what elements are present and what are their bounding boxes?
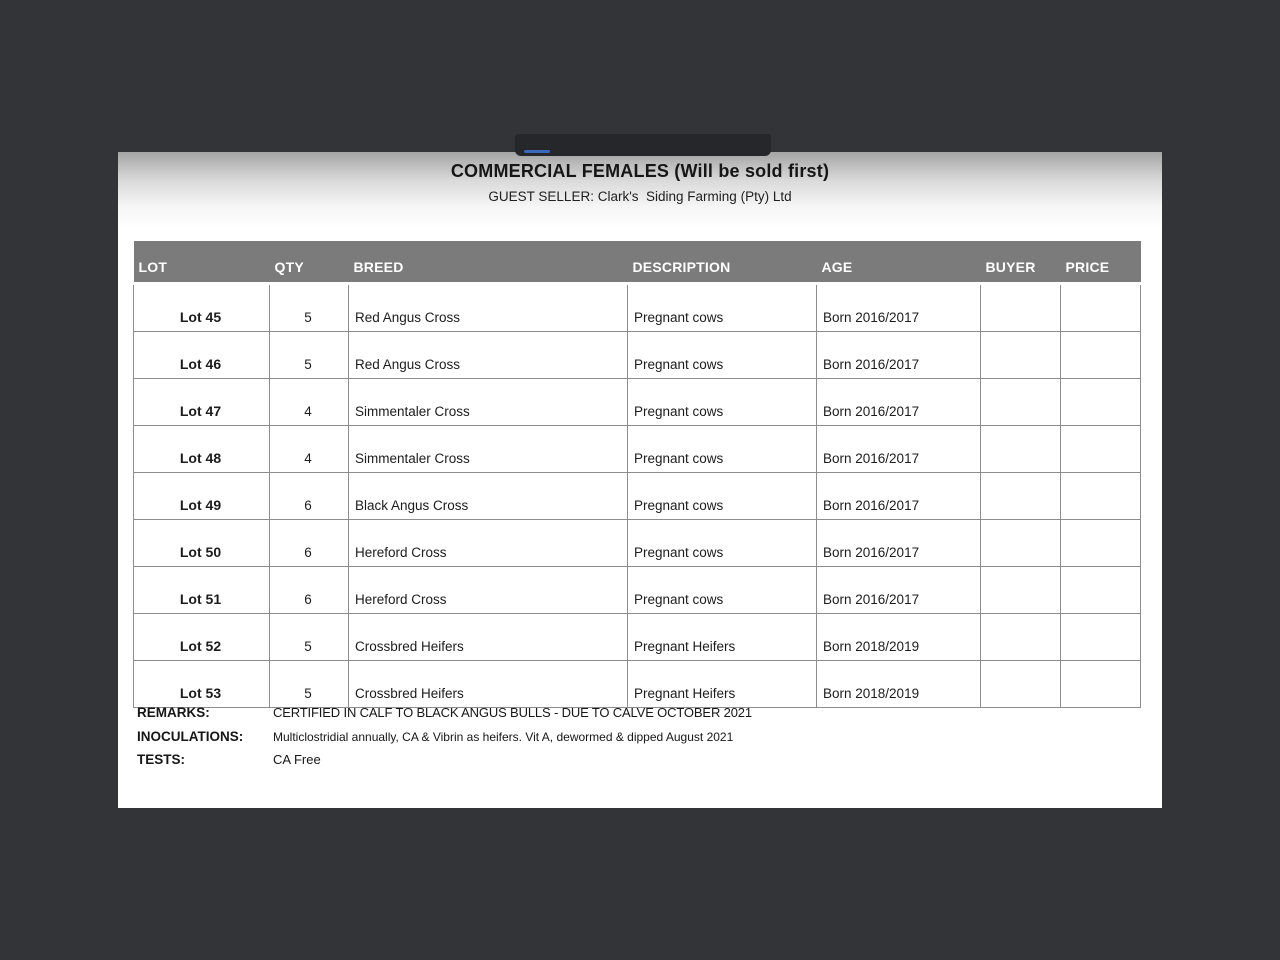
column-header-lot: LOT xyxy=(134,241,270,284)
cell-buyer xyxy=(981,661,1061,708)
table-row xyxy=(134,284,1141,332)
notes-block xyxy=(137,705,1117,776)
note-value-tests: CA Free xyxy=(273,752,321,767)
cell-age: Born 2016/2017 xyxy=(817,284,981,332)
cell-lot: Lot 47 xyxy=(134,379,270,426)
cell-lot: Lot 49 xyxy=(134,473,270,520)
cell-price xyxy=(1061,614,1141,661)
table-row xyxy=(134,426,1141,473)
cell-lot: Lot 50 xyxy=(134,520,270,567)
cell-qty: 6 xyxy=(270,567,349,614)
cell-description: Pregnant cows xyxy=(628,426,817,473)
document-page xyxy=(118,152,1162,808)
column-header-qty: QTY xyxy=(270,241,349,284)
cell-buyer xyxy=(981,426,1061,473)
cell-buyer xyxy=(981,284,1061,332)
table-body xyxy=(134,284,1141,708)
cell-price xyxy=(1061,567,1141,614)
cell-breed: Simmentaler Cross xyxy=(349,379,628,426)
table-row xyxy=(134,520,1141,567)
cell-age: Born 2016/2017 xyxy=(817,379,981,426)
cell-qty: 5 xyxy=(270,284,349,332)
cell-qty: 6 xyxy=(270,520,349,567)
cell-price xyxy=(1061,426,1141,473)
table-row xyxy=(134,567,1141,614)
cell-lot: Lot 48 xyxy=(134,426,270,473)
column-header-age: AGE xyxy=(817,241,981,284)
table-row xyxy=(134,332,1141,379)
cell-age: Born 2016/2017 xyxy=(817,520,981,567)
cell-description: Pregnant Heifers xyxy=(628,661,817,708)
cell-price xyxy=(1061,661,1141,708)
cell-age: Born 2016/2017 xyxy=(817,567,981,614)
viewer-toolbar[interactable] xyxy=(515,134,771,156)
cell-age: Born 2018/2019 xyxy=(817,661,981,708)
cell-buyer xyxy=(981,567,1061,614)
table-row xyxy=(134,661,1141,708)
note-value-remarks: CERTIFIED IN CALF TO BLACK ANGUS BULLS - DUE TO CALVE OCTOBER 2021 xyxy=(273,705,752,720)
cell-breed: Black Angus Cross xyxy=(349,473,628,520)
cell-description: Pregnant cows xyxy=(628,284,817,332)
cell-description: Pregnant cows xyxy=(628,332,817,379)
note-label-inoculations: INOCULATIONS: xyxy=(137,728,244,744)
cell-buyer xyxy=(981,379,1061,426)
note-value-inoculations: Multiclostridial annually, CA & Vibrin as heifers. Vit A, dewormed & dipped August 2021 xyxy=(273,729,734,744)
cell-description: Pregnant cows xyxy=(628,473,817,520)
cell-price xyxy=(1061,332,1141,379)
cell-age: Born 2016/2017 xyxy=(817,473,981,520)
cell-age: Born 2016/2017 xyxy=(817,426,981,473)
cell-price xyxy=(1061,284,1141,332)
cell-breed: Simmentaler Cross xyxy=(349,426,628,473)
cell-buyer xyxy=(981,332,1061,379)
cell-breed: Crossbred Heifers xyxy=(349,614,628,661)
cell-description: Pregnant Heifers xyxy=(628,614,817,661)
cell-lot: Lot 53 xyxy=(134,661,270,708)
column-header-buyer: BUYER xyxy=(981,241,1061,284)
cell-qty: 4 xyxy=(270,426,349,473)
note-row-remarks xyxy=(137,705,1117,729)
cell-age: Born 2016/2017 xyxy=(817,332,981,379)
cell-buyer xyxy=(981,473,1061,520)
cell-lot: Lot 46 xyxy=(134,332,270,379)
cell-breed: Crossbred Heifers xyxy=(349,661,628,708)
table-header xyxy=(134,241,1141,284)
table-row xyxy=(134,473,1141,520)
toolbar-blue-indicator[interactable] xyxy=(524,150,550,153)
cell-breed: Hereford Cross xyxy=(349,520,628,567)
cell-price xyxy=(1061,379,1141,426)
cell-description: Pregnant cows xyxy=(628,520,817,567)
cell-description: Pregnant cows xyxy=(628,567,817,614)
cell-age: Born 2018/2019 xyxy=(817,614,981,661)
column-header-breed: BREED xyxy=(349,241,628,284)
cell-breed: Red Angus Cross xyxy=(349,284,628,332)
column-header-price: PRICE xyxy=(1061,241,1141,284)
cell-lot: Lot 52 xyxy=(134,614,270,661)
cell-qty: 4 xyxy=(270,379,349,426)
table-header-row xyxy=(134,241,1141,284)
note-label-tests: TESTS: xyxy=(137,752,186,767)
cell-lot: Lot 45 xyxy=(134,284,270,332)
cell-buyer xyxy=(981,520,1061,567)
cell-qty: 5 xyxy=(270,614,349,661)
note-row-inoculations xyxy=(137,729,1117,753)
cell-qty: 6 xyxy=(270,473,349,520)
cell-qty: 5 xyxy=(270,332,349,379)
column-header-description: DESCRIPTION xyxy=(628,241,817,284)
cell-description: Pregnant cows xyxy=(628,379,817,426)
cell-price xyxy=(1061,473,1141,520)
cell-breed: Hereford Cross xyxy=(349,567,628,614)
table-row xyxy=(134,379,1141,426)
lots-table xyxy=(133,241,1141,708)
page-subtitle: GUEST SELLER: Clark's Siding Farming (Pty) Ltd xyxy=(488,189,792,204)
cell-qty: 5 xyxy=(270,661,349,708)
table-row xyxy=(134,614,1141,661)
page-title: COMMERCIAL FEMALES (Will be sold first) xyxy=(450,161,830,181)
cell-lot: Lot 51 xyxy=(134,567,270,614)
note-row-tests xyxy=(137,752,1117,776)
note-label-remarks: REMARKS: xyxy=(137,705,210,720)
cell-buyer xyxy=(981,614,1061,661)
cell-price xyxy=(1061,520,1141,567)
cell-breed: Red Angus Cross xyxy=(349,332,628,379)
